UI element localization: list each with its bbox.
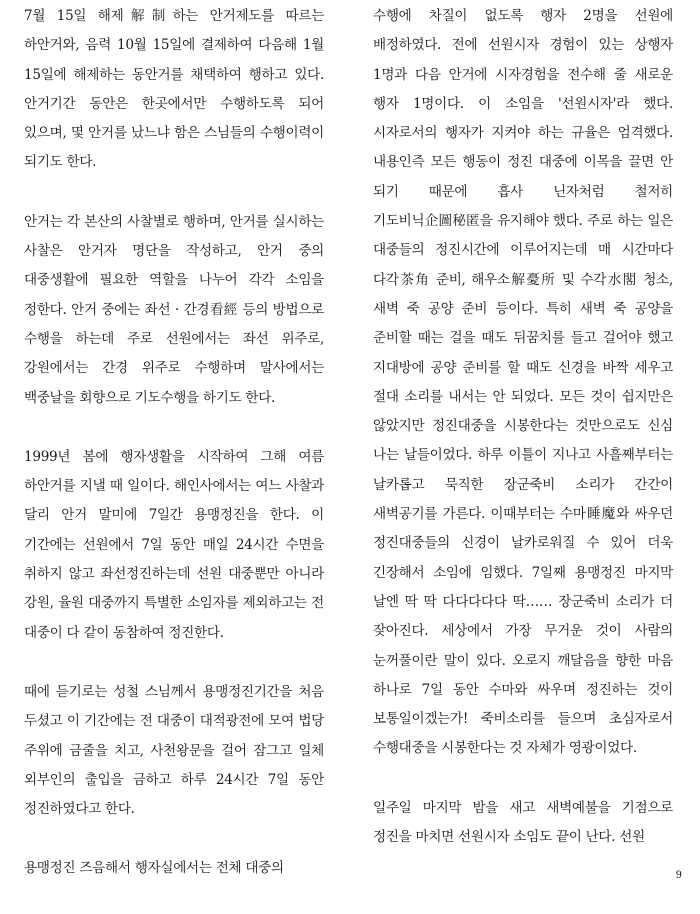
paragraph-ango-periods: 7월 15일 해제解制하는 안거제도를 따르는 하안거와, 음력 10월 15일에 결제하여 다음해 1월 15일에 해제하는 동안거를 채택하여 행하고 있다. 안거기간 동안은 한곳에서만 수행하도록 되어 있으며, 몇 안거를 났느냐 함은 스님들의 수행이력이 되기도 한다. xyxy=(24,8,324,171)
right-column xyxy=(373,0,673,882)
paragraph-seonwon-sija: 수행에 차질이 없도록 행자 2명을 선원에 배정하였다. 전에 선원시자 경험이 있는 상행자 1명과 다음 안거에 시자경험을 전수해 줄 새로운 행자 1명이다. 이 소임을 '선원시자'라 했다. 시자로서의 행자가 지켜야 하는 규율은 엄격했다. 내용인즉 모든 행동이 정진 대중에 이목을 끌면 안 되기 때문에 흡사 닌자처럼 철저히 기도비닉企圖秘匿을 유지해야 했다. 주로 하는 일은 대중들의 정진시간에 이루어지는데 매 시간마다 다각茶角 준비, 해우소解憂所 및 수각水閣 청소, 새벽 죽 공양 준비 등이다. 특히 새벽 죽 공양을 준비할 때는 걸을 때도 뒤꿈치를 들고 걸어야 했고 지대방에 공양 준비를 할 때도 신경을 바짝 세우고 절대 소리를 내서는 안 되었다. 모든 것이 쉽지만은 않았지만 정진대중을 시봉한다는 것만으로도 신심 나는 날들이었다. 하루 이틀이 지나고 사흘째부터는 날카롭고 묵직한 장군죽비 소리가 간간이 새벽공기를 가른다. 이때부터는 수마睡魔와 싸우던 정진대중들의 신경이 날카로워질 수 있어 더욱 긴장해서 소임에 임했다. 7일째 용맹정진 마지막 날엔 딱 딱 다다다다다 딱…… 장군죽비 소리가 더 잦아진다. 세상에서 가장 무거운 것이 사람의 눈꺼풀이란 말이 있다. 오로지 깨달음을 향한 마음 하나로 7일 동안 수마와 싸우며 정진하는 것이 보통일이겠는가! 죽비소리를 들으며 초심자로서 수행대중을 시봉한다는 것 자체가 영광이었다. xyxy=(373,8,673,757)
paragraph-ango-practice: 안거는 각 본산의 사찰별로 행하며, 안거를 실시하는 사찰은 안거자 명단을 작성하고, 안거 중의 대중생활에 필요한 역할을 나누어 각각 소임을 정한다. 안거 중에는 좌선 · 간경看經 등의 방법으로 수행을 하는데 주로 선원에서는 좌선 위주로, 강원에서는 간경 위주로 수행하며 말사에서는 백중날을 회향으로 기도수행을 하기도 한다. xyxy=(24,213,324,406)
left-column xyxy=(24,0,324,914)
paragraph-last-night: 일주일 마지막 밤을 새고 새벽예불을 기점으로 정진을 마치면 선원시자 소임도 끝이 난다. 선원 xyxy=(373,799,673,846)
paragraph-seongcheol: 때에 듣기로는 성철 스님께서 용맹정진기간을 처음 두셨고 이 기간에는 전 대중이 대적광전에 모여 법당 주위에 금줄을 치고, 사천왕문을 걸어 잠그고 일체 외부인의 출입을 금하고 하루 24시간 7일 동안 정진하였다고 한다. xyxy=(24,683,324,818)
paragraph-haengja-room: 용맹정진 즈음해서 행자실에서는 전체 대중의 xyxy=(24,860,284,877)
paragraph-1999-haein: 1999년 봄에 행자생활을 시작하여 그해 여름 하안거를 지낼 때 일이다. 해인사에서는 여느 사찰과 달리 안거 말미에 7일간 용맹정진을 한다. 이 기간에는 선원에서 7일 동안 매일 24시간 수면을 취하지 않고 좌선정진하는데 선원 대중뿐만 아니라 강원, 율원 대중까지 특별한 소임자를 제외하고는 전 대중이 다 같이 동참하여 정진한다. xyxy=(24,448,324,641)
page-number: 9 xyxy=(675,870,682,881)
